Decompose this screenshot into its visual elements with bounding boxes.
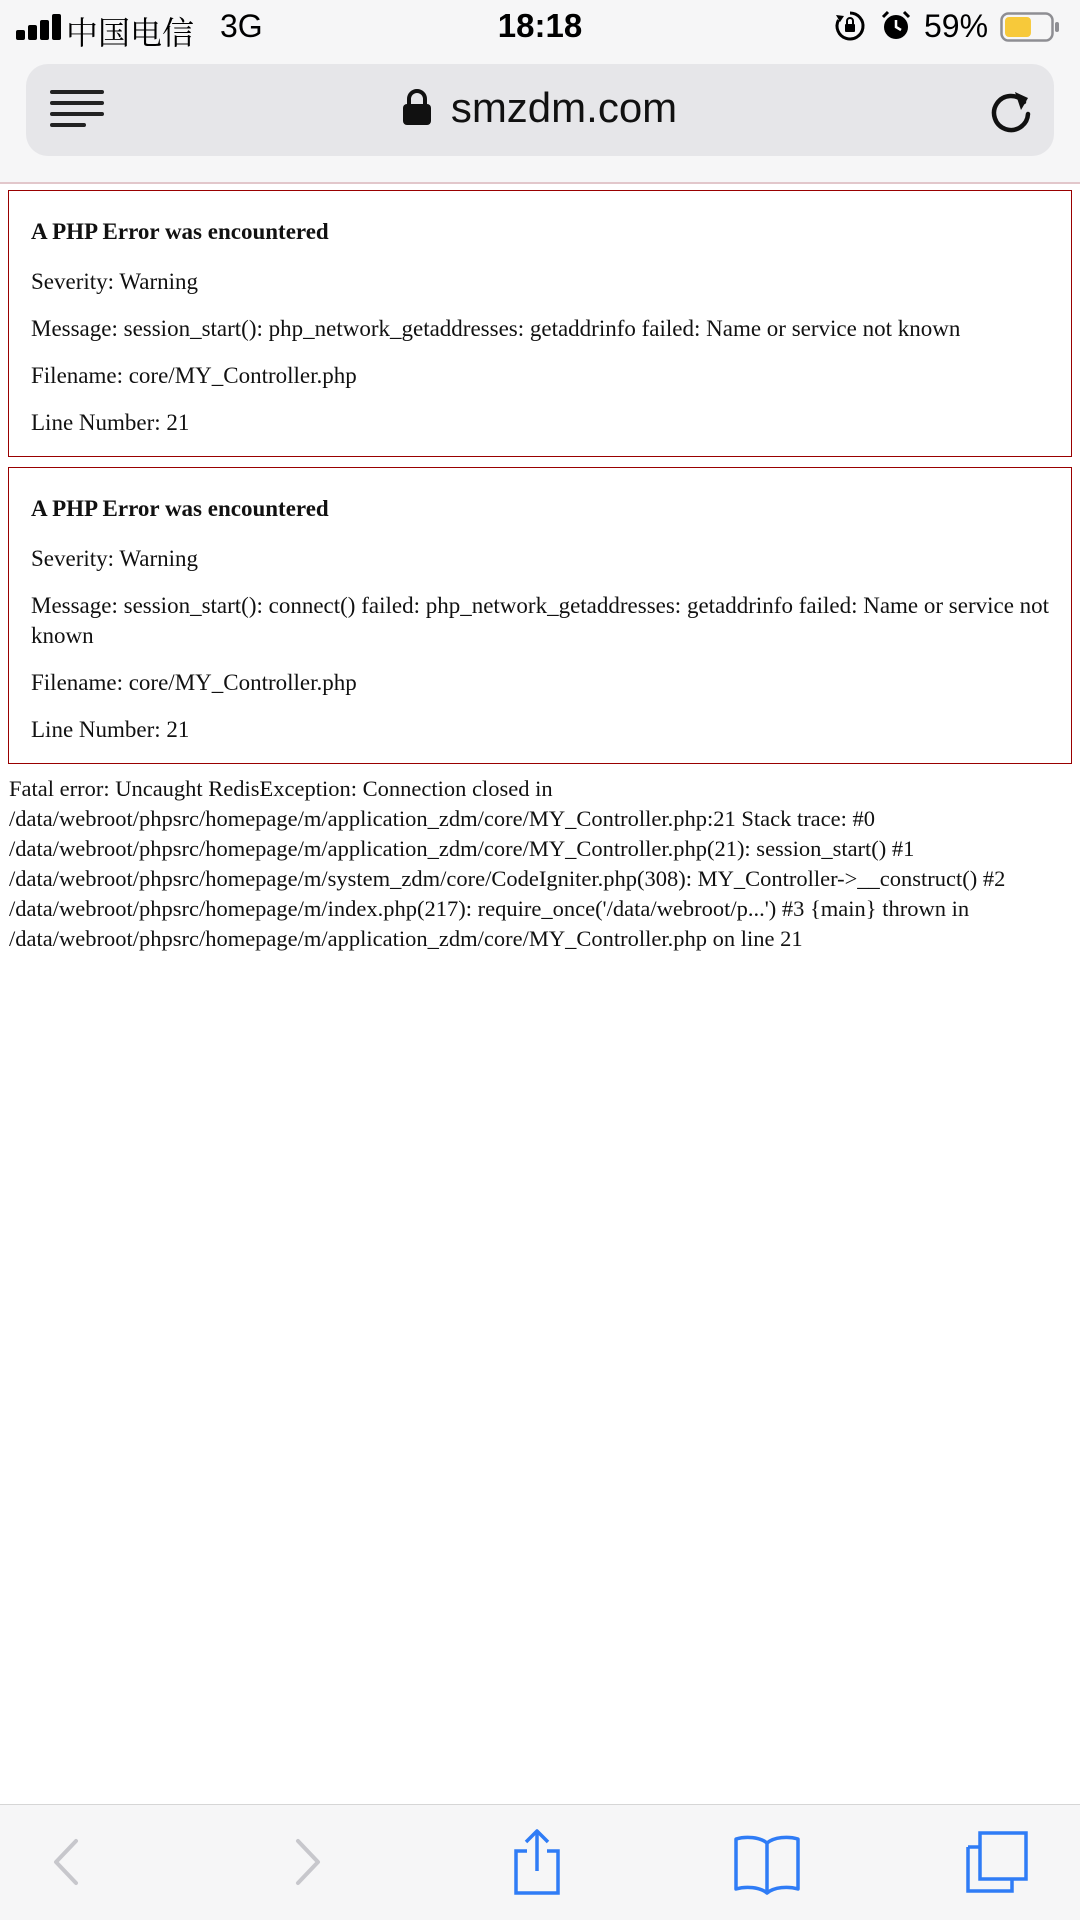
tabs-icon[interactable] [962,1827,1032,1897]
error-heading: A PHP Error was encountered [31,496,329,521]
error-severity: Severity: Warning [31,269,198,294]
address-bar[interactable] [26,64,1054,156]
padlock-icon [403,89,431,125]
error-message: Message: session_start(): connect() failed: php_network_getaddresses: getaddrinfo failed: Name or service not known [31,593,1050,648]
error-filename: Filename: core/MY_Controller.php [31,670,357,695]
network-type: 3G [220,8,263,44]
battery-percent: 59% [924,8,989,44]
forward-icon[interactable] [272,1827,342,1897]
orientation-lock-icon [834,10,866,42]
php-error-box [8,190,1072,457]
share-icon[interactable] [502,1827,572,1897]
battery-icon [1000,12,1060,42]
browser-header [0,54,1080,184]
bookmarks-icon[interactable] [732,1827,802,1897]
status-time: 18:18 [497,7,583,44]
browser-toolbar [0,1804,1080,1920]
error-message: Message: session_start(): php_network_getaddresses: getaddrinfo failed: Name or service not known [31,316,961,341]
error-heading: A PHP Error was encountered [31,219,329,244]
url-domain[interactable] [26,84,1054,132]
status-bar [0,0,1080,54]
error-filename: Filename: core/MY_Controller.php [31,363,357,388]
error-line-number: Line Number: 21 [31,717,190,742]
php-error-box [8,467,1072,764]
error-line-number: Line Number: 21 [31,410,190,435]
alarm-icon [880,10,912,42]
reload-icon[interactable] [988,88,1034,134]
back-icon[interactable] [32,1827,102,1897]
error-severity: Severity: Warning [31,546,198,571]
carrier-name: 中国电信 [66,15,195,51]
page-content [0,186,1080,954]
domain-text: smzdm.com [450,84,678,131]
fatal-error-text: Fatal error: Uncaught RedisException: Connection closed in /data/webroot/phpsrc/homepage/m/application_zdm/core/MY_Controller.php:21 Stack trace: #0 /data/webroot/phpsrc/homepage/m/application_zdm/core/MY_Controller.php(21): session_start() #1 /data/webroot/phpsrc/homepage/m/system_zdm/core/CodeIgniter.php(308): MY_Controller->__construct() #2 /data/webroot/phpsrc/homepage/m/index.php(217): require_once('/data/webroot/p...') #3 {main} thrown in /data/webroot/phpsrc/homepage/m/application_zdm/core/MY_Controller.php on line 21 [9,776,1006,951]
